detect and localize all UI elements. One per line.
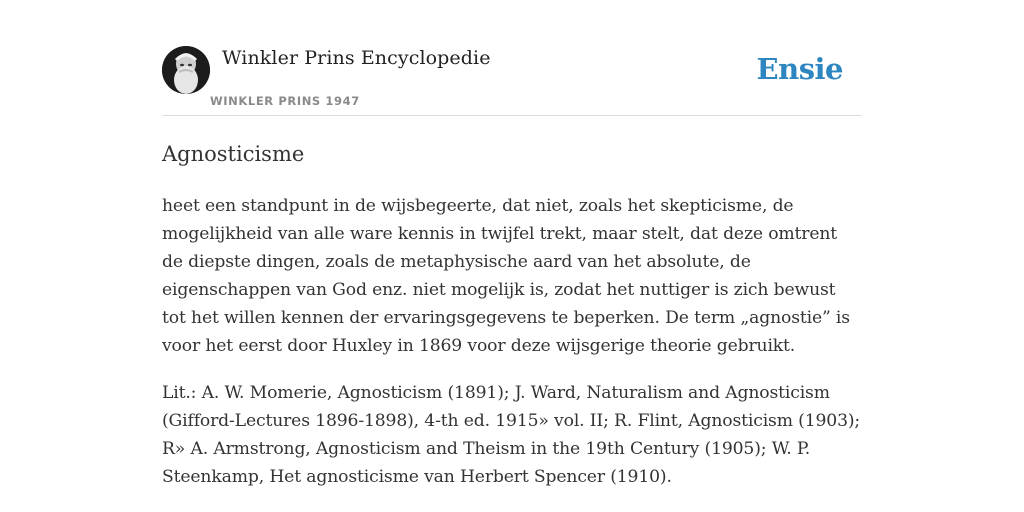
edition-label: WINKLER PRINS 1947 (210, 94, 360, 108)
header (162, 46, 862, 116)
article-body: heet een standpunt in de wijsbegeerte, dat niet, zoals het skepticisme, de mogelijkheid van alle ware kennis in twijfel trekt, maar stelt, dat deze omtrent de diepste dingen, zoals de metaphysische aard van het absolute, de eigenschappen van God enz. niet mogelijk is, zodat het nuttiger is zich bewust tot het willen kennen der ervaringsgegevens te beperken. De term „agnostie” is voor het eerst door Huxley in 1869 voor deze wijsgerige theorie gebruikt. (162, 196, 850, 356)
article-literature: Lit.: A. W. Momerie, Agnosticism (1891); J. Ward, Naturalism and Agnosticism (Gifford-Lectures 1896-1898), 4-th ed. 1915» vol. II; R. Flint, Agnosticism (1903); R» A. Armstrong, Agnosticism and Theism in the 19th Century (1905); W. P. Steenkamp, Het agnosticisme van Herbert Spencer (1910). (162, 383, 861, 487)
bearded-man-portrait-icon (162, 46, 210, 94)
article-title: Agnosticisme (162, 142, 305, 166)
avatar[interactable] (162, 46, 210, 94)
brand-logo-link[interactable]: Ensie (756, 52, 843, 86)
site-name[interactable]: Winkler Prins Encyclopedie (222, 47, 491, 69)
page (162, 0, 862, 491)
